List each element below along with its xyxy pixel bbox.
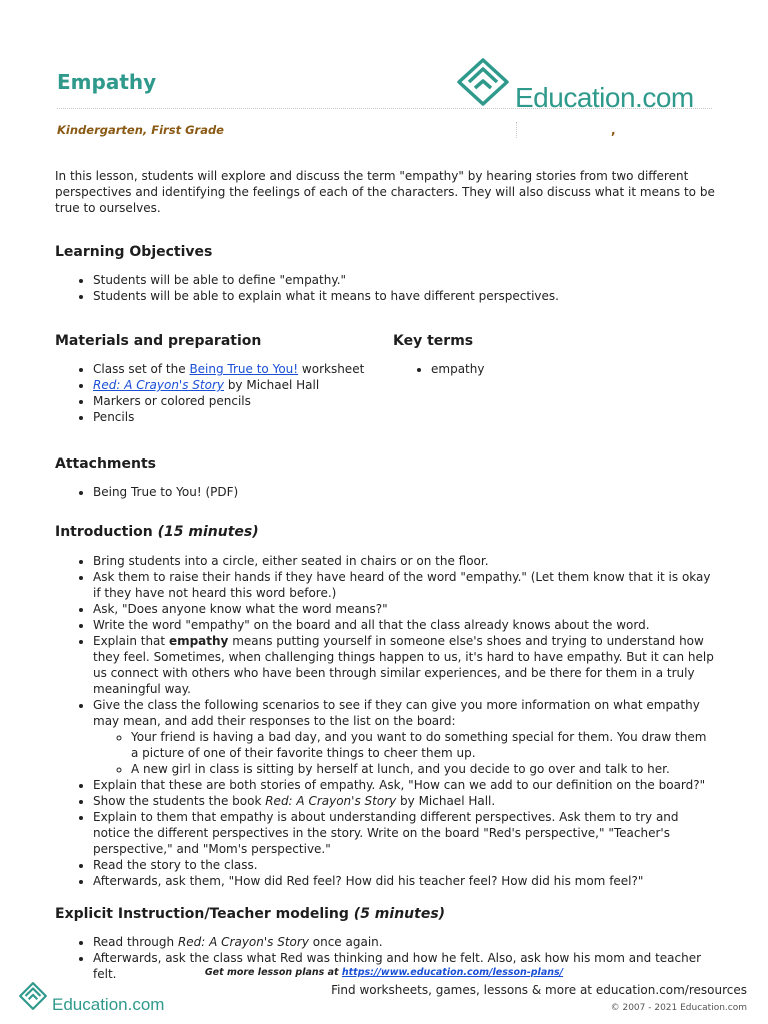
book-link[interactable]: Red: A Crayon's Story [93,378,224,392]
materials-heading: Materials and preparation [55,333,262,349]
explicit-heading: Explicit Instruction/Teacher modeling (5 minutes) [55,906,446,922]
list-item: • empathy [431,361,693,377]
scenario-list [93,729,715,777]
footer-more-lessons: Get more lesson plans at https://www.education.com/lesson-plans/ [204,967,564,978]
keyterms-column [393,331,693,377]
list-item: • Ask them to raise their hands if they have heard of the word "empathy." (Let them know that it is okay if they have not heard this word before.) [93,569,715,601]
duration: (15 minutes) [157,524,259,540]
list-item: • Markers or colored pencils [93,393,735,409]
materials-keyterms-section [55,331,735,425]
objectives-section [55,242,715,304]
list-item: • Students will be able to define "empathy." [93,272,715,288]
list-item: • Read the story to the class. [93,857,715,873]
list-item: • Ask, "Does anyone know what the word means?" [93,601,715,617]
list-item: • Being True to You! (PDF) [93,484,715,500]
list-item: • Explain that empathy means putting yourself in someone else's shoes and trying to understand how they feel. Sometimes, when challenging things happen to us, it's hard to have empathy. But it can help us connect with others who have been through similar experiences, and be there for them in a truly meaningful way. [93,633,715,697]
keyterms-list [393,361,693,377]
education-logo-icon [18,981,48,1011]
introduction-section [55,522,715,889]
list-item: • Afterwards, ask them, "How did Red feel? How did his teacher feel? How did his mom feel?" [93,873,715,889]
list-item: • Explain to them that empathy is about understanding different perspectives. Ask them to try and notice the different perspectives in the story. Write on the board "Red's perspective," "Teacher's perspective," and "Mom's perspective." [93,809,715,857]
list-item: • Show the students the book Red: A Crayon's Story by Michael Hall. [93,793,715,809]
list-item: ◦ A new girl in class is sitting by herself at lunch, and you decide to go over and talk to her. [131,761,715,777]
list-item: • Class set of the Being True to You! worksheet [93,361,735,377]
list-item: • Students will be able to explain what it means to have different perspectives. [93,288,715,304]
introduction-heading: Introduction (15 minutes) [55,524,259,540]
attachments-section [55,454,715,500]
duration: (5 minutes) [353,906,446,922]
page-title: Empathy [57,70,157,94]
list-item: • Read through Red: A Crayon's Story once again. [93,934,715,950]
footer-copyright: © 2007 - 2021 Education.com [610,1003,747,1013]
attachments-list [55,484,715,500]
list-item: • Bring students into a circle, either seated in chairs or on the floor. [93,553,715,569]
list-item: • Explain that these are both stories of empathy. Ask, "How can we add to our definition on the board?" [93,777,715,793]
grade-level: Kindergarten, First Grade [57,123,224,137]
list-item: • Write the word "empathy" on the board and all that the class already knows about the word. [93,617,715,633]
list-item: • Red: A Crayon's Story by Michael Hall [93,377,735,393]
attachments-heading: Attachments [55,456,157,472]
header-separator [516,122,517,138]
subject-comma: , [611,123,616,137]
intro-text: In this lesson, students will explore and discuss the term "empathy" by hearing stories from two different perspectives and identifying the feelings of each of the characters. They will also discuss what it means to be true to ourselves. [55,169,715,215]
introduction-list [55,553,715,889]
header-divider [57,108,712,109]
list-item: • Pencils [93,409,735,425]
objectives-list [55,272,715,304]
intro-section [55,168,715,216]
worksheet-link[interactable]: Being True to You! [189,362,299,376]
brand-name: Education.com [515,82,694,113]
keyterms-heading: Key terms [393,333,474,349]
lesson-plans-link[interactable]: https://www.education.com/lesson-plans/ [341,967,564,978]
footer-brand-name: Education.com [52,995,165,1014]
list-item: • Give the class the following scenarios to see if they can give you more information on what empathy may mean, and add their responses to the list on the board: ◦ Your friend is having a bad day, and you want to do something special for them. You draw them a picture of one of their favorite things to cheer them up. ◦ A new girl in class is sitting by herself at lunch, and you decide to go over and talk to her. [93,697,715,777]
footer-find-resources: Find worksheets, games, lessons & more at education.com/resources [331,983,747,997]
list-item: ◦ Your friend is having a bad day, and you want to do something special for them. You draw them a picture of one of their favorite things to cheer them up. [131,729,715,761]
list-item: • Afterwards, ask the class what Red was thinking and how he felt. Also, ask how his mom and teacher felt. [93,950,715,982]
objectives-heading: Learning Objectives [55,244,213,260]
